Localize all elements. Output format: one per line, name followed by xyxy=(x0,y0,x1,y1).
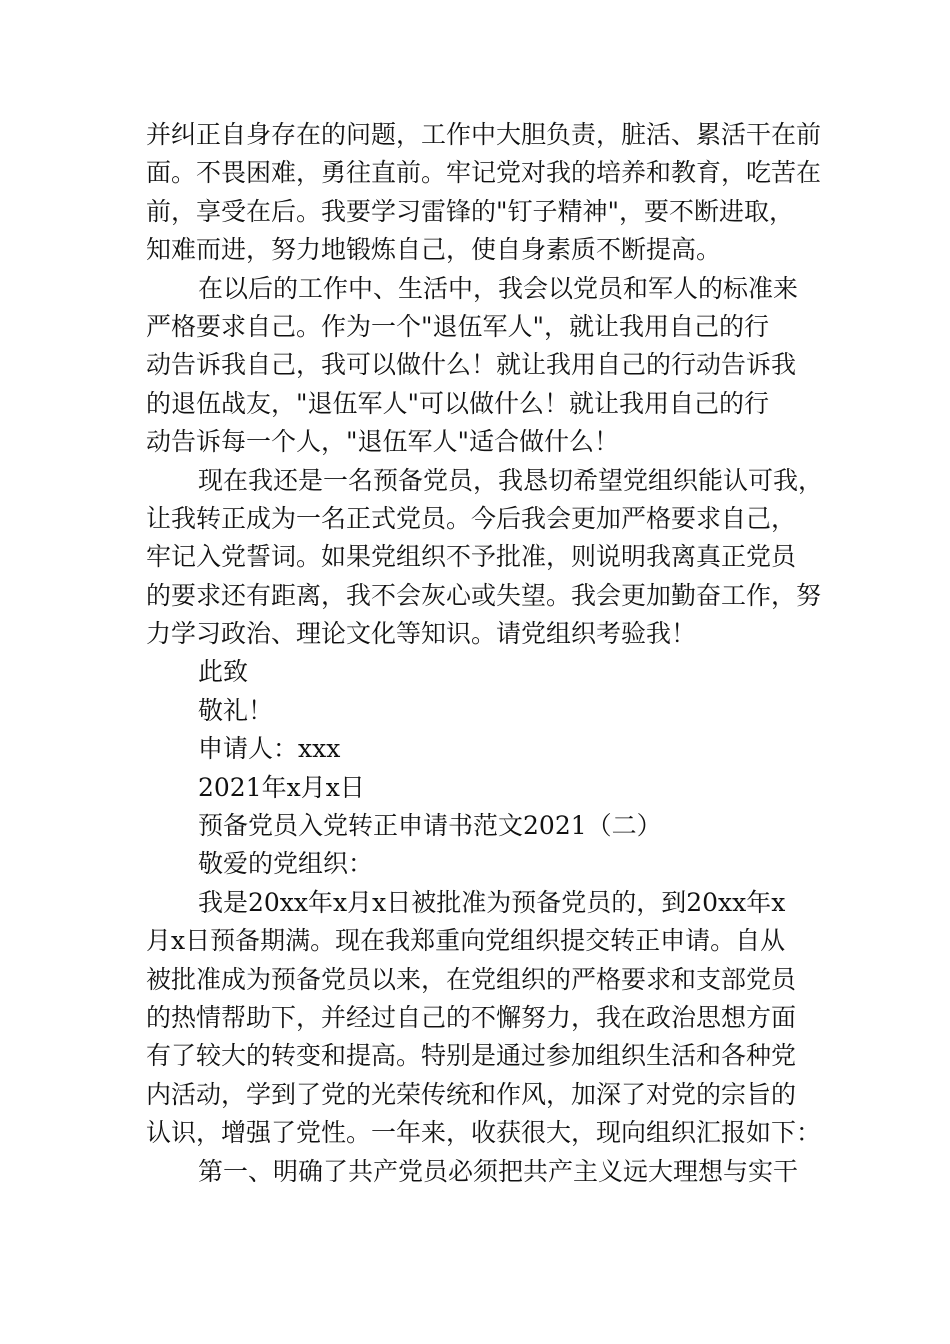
text-line: 在以后的工作中、生活中，我会以党员和军人的标准来 xyxy=(198,273,799,303)
text-line: 月x日预备期满。现在我郑重向党组织提交转正申请。自从 xyxy=(146,926,786,956)
text-line: 动告诉我自己，我可以做什么！就让我用自己的行动告诉我 xyxy=(146,350,797,380)
text-line: 前，享受在后。我要学习雷锋的"钉子精神"，要不断进取， xyxy=(146,196,795,226)
text-line: 知难而进，努力地锻炼自己，使自身素质不断提高。 xyxy=(146,235,722,265)
text-line: 被批准成为预备党员以来，在党组织的严格要求和支部党员 xyxy=(146,964,797,994)
text-line: 的要求还有距离，我不会灰心或失望。我会更加勤奋工作，努 xyxy=(146,580,822,610)
text-line: 的热情帮助下，并经过自己的不懈努力，我在政治思想方面 xyxy=(146,1002,797,1032)
text-line: 力学习政治、理论文化等知识。请党组织考验我！ xyxy=(146,619,697,649)
text-line: 面。不畏困难，勇往直前。牢记党对我的培养和教育，吃苦在 xyxy=(146,158,822,188)
text-line: 牢记入党誓词。如果党组织不予批准，则说明我离真正党员 xyxy=(146,542,797,572)
text-line: 认识，增强了党性。一年来，收获很大，现向组织汇报如下： xyxy=(146,1118,822,1148)
text-line: 并纠正自身存在的问题，工作中大胆负责，脏活、累活干在前 xyxy=(146,120,822,149)
text-line: 此致 xyxy=(198,657,249,687)
text-line: 的退伍战友，"退伍军人"可以做什么！就让我用自己的行 xyxy=(146,388,770,418)
document-body xyxy=(146,116,824,1191)
text-line: 内活动，学到了党的光荣传统和作风，加深了对党的宗旨的 xyxy=(146,1079,797,1109)
text-line: 预备党员入党转正申请书范文2021（二） xyxy=(198,811,662,841)
text-line: 敬爱的党组织： xyxy=(198,849,374,879)
text-line: 让我转正成为一名正式党员。今后我会更加严格要求自己， xyxy=(146,503,797,533)
text-line: 2021年x月x日 xyxy=(198,772,365,802)
text-line: 现在我还是一名预备党员，我恳切希望党组织能认可我， xyxy=(198,465,824,495)
text-line: 我是20xx年x月x日被批准为预备党员的，到20xx年x xyxy=(198,887,786,917)
text-line: 有了较大的转变和提高。特别是通过参加组织生活和各种党 xyxy=(146,1041,797,1071)
text-line: 动告诉每一个人，"退伍军人"适合做什么！ xyxy=(146,427,619,457)
text-line: 第一、明确了共产党员必须把共产主义远大理想与实干 xyxy=(198,1156,799,1186)
text-line: 敬礼！ xyxy=(198,695,274,725)
text-line: 申请人：xxx xyxy=(198,734,341,764)
text-line: 严格要求自己。作为一个"退伍军人"，就让我用自己的行 xyxy=(146,311,770,341)
